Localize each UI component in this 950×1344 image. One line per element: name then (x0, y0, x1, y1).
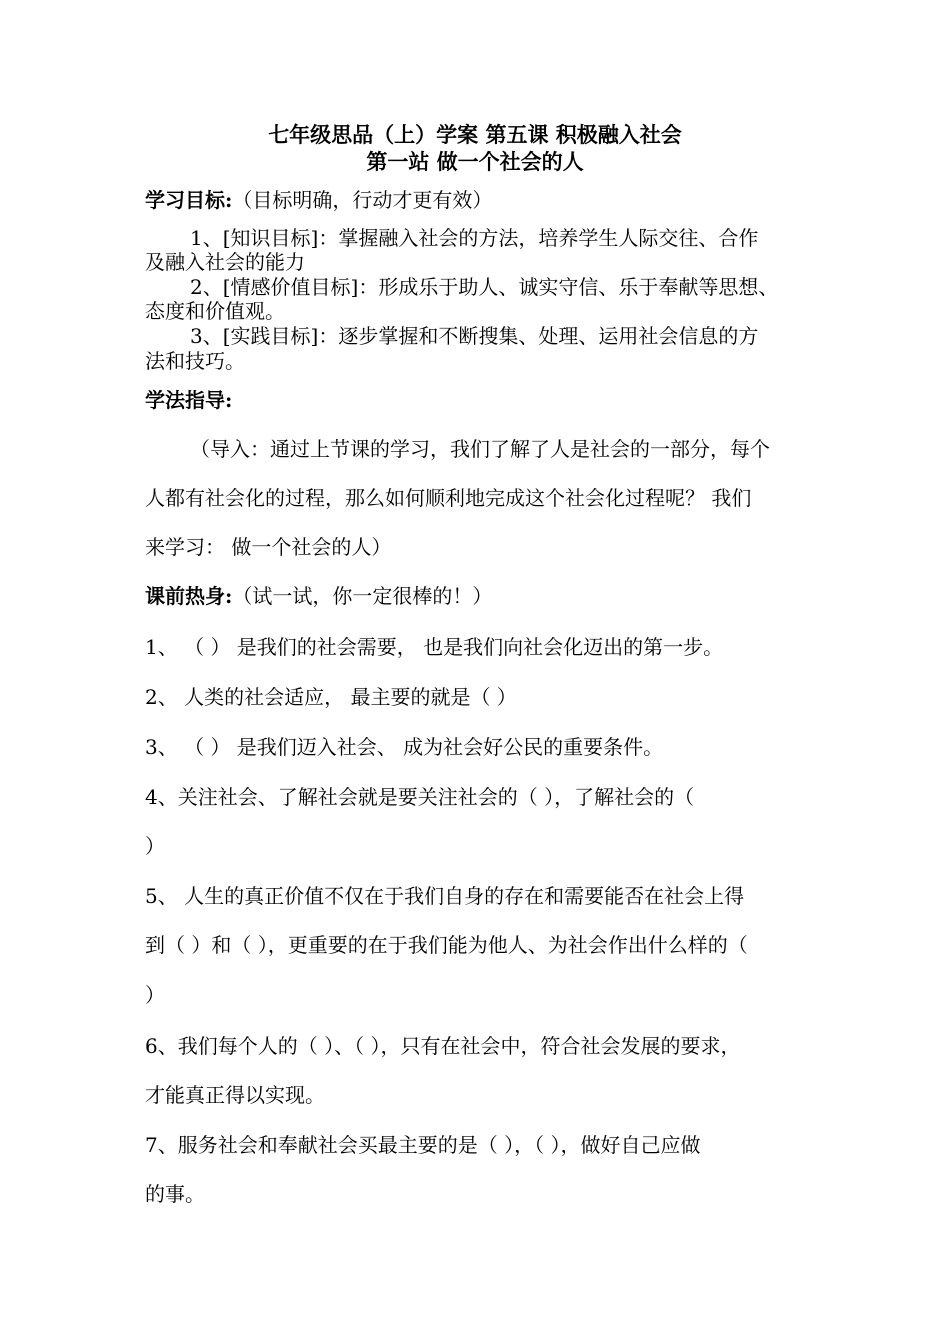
goal-line: 1、[知识目标]：掌握融入社会的方法，培养学生人际交往、合作 (190, 226, 759, 250)
document-title: 七年级思品（上）学案 第五课 积极融入社会 (268, 122, 682, 147)
warmup-heading-note: （试一试，你一定很棒的！） (232, 584, 493, 608)
goals-heading-line (145, 188, 830, 212)
question-line: 才能真正得以实现。 (145, 1083, 325, 1107)
question-line: 2、 人类的社会适应， 最主要的就是（ ） (145, 685, 517, 709)
goal-line: 2、[情感价值目标]：形成乐于助人、诚实守信、乐于奉献等思想、 (190, 275, 779, 299)
document-subtitle: 第一站 做一个社会的人 (366, 149, 584, 174)
warmup-heading-line (145, 584, 830, 608)
question-line: 3、 （ ） 是我们迈入社会、 成为社会好公民的重要条件。 (145, 735, 664, 759)
goals-heading: 学习目标: (145, 188, 233, 212)
question-line: 5、 人生的真正价值不仅在于我们自身的存在和需要能否在社会上得 (145, 884, 745, 908)
question-line: ） (145, 983, 165, 1007)
goals-heading-note: （目标明确，行动才更有效） (232, 188, 493, 212)
question-line: 1、 （ ） 是我们的社会需要， 也是我们向社会化迈出的第一步。 (145, 635, 724, 659)
goal-line: 法和技巧。 (145, 349, 245, 373)
method-heading: 学法指导: (145, 388, 233, 412)
goal-line: 3、[实践目标]：逐步掌握和不断搜集、处理、运用社会信息的方 (190, 324, 759, 348)
question-line: 7、服务社会和奉献社会买最主要的是（ ），（ ），做好自己应做 (145, 1133, 701, 1157)
question-line: ） (145, 834, 165, 858)
question-line: 6、我们每个人的（ ）、（ ），只有在社会中，符合社会发展的要求， (145, 1034, 741, 1058)
goal-line: 态度和价值观。 (145, 299, 285, 323)
method-line: 来学习： 做一个社会的人） (145, 535, 392, 559)
method-line: 人都有社会化的过程，那么如何顺利地完成这个社会化过程呢？ 我们 (145, 486, 752, 510)
warmup-heading: 课前热身: (145, 584, 233, 608)
goal-line: 及融入社会的能力 (145, 250, 305, 274)
question-line: 的事。 (145, 1182, 205, 1206)
method-line: （导入：通过上节课的学习，我们了解了人是社会的一部分，每个 (190, 437, 770, 461)
question-line: 到（ ）和（ ），更重要的在于我们能为他人、为社会作出什么样的（ (145, 933, 748, 957)
question-line: 4、关注社会、了解社会就是要关注社会的（ ），了解社会的（ (145, 785, 695, 809)
